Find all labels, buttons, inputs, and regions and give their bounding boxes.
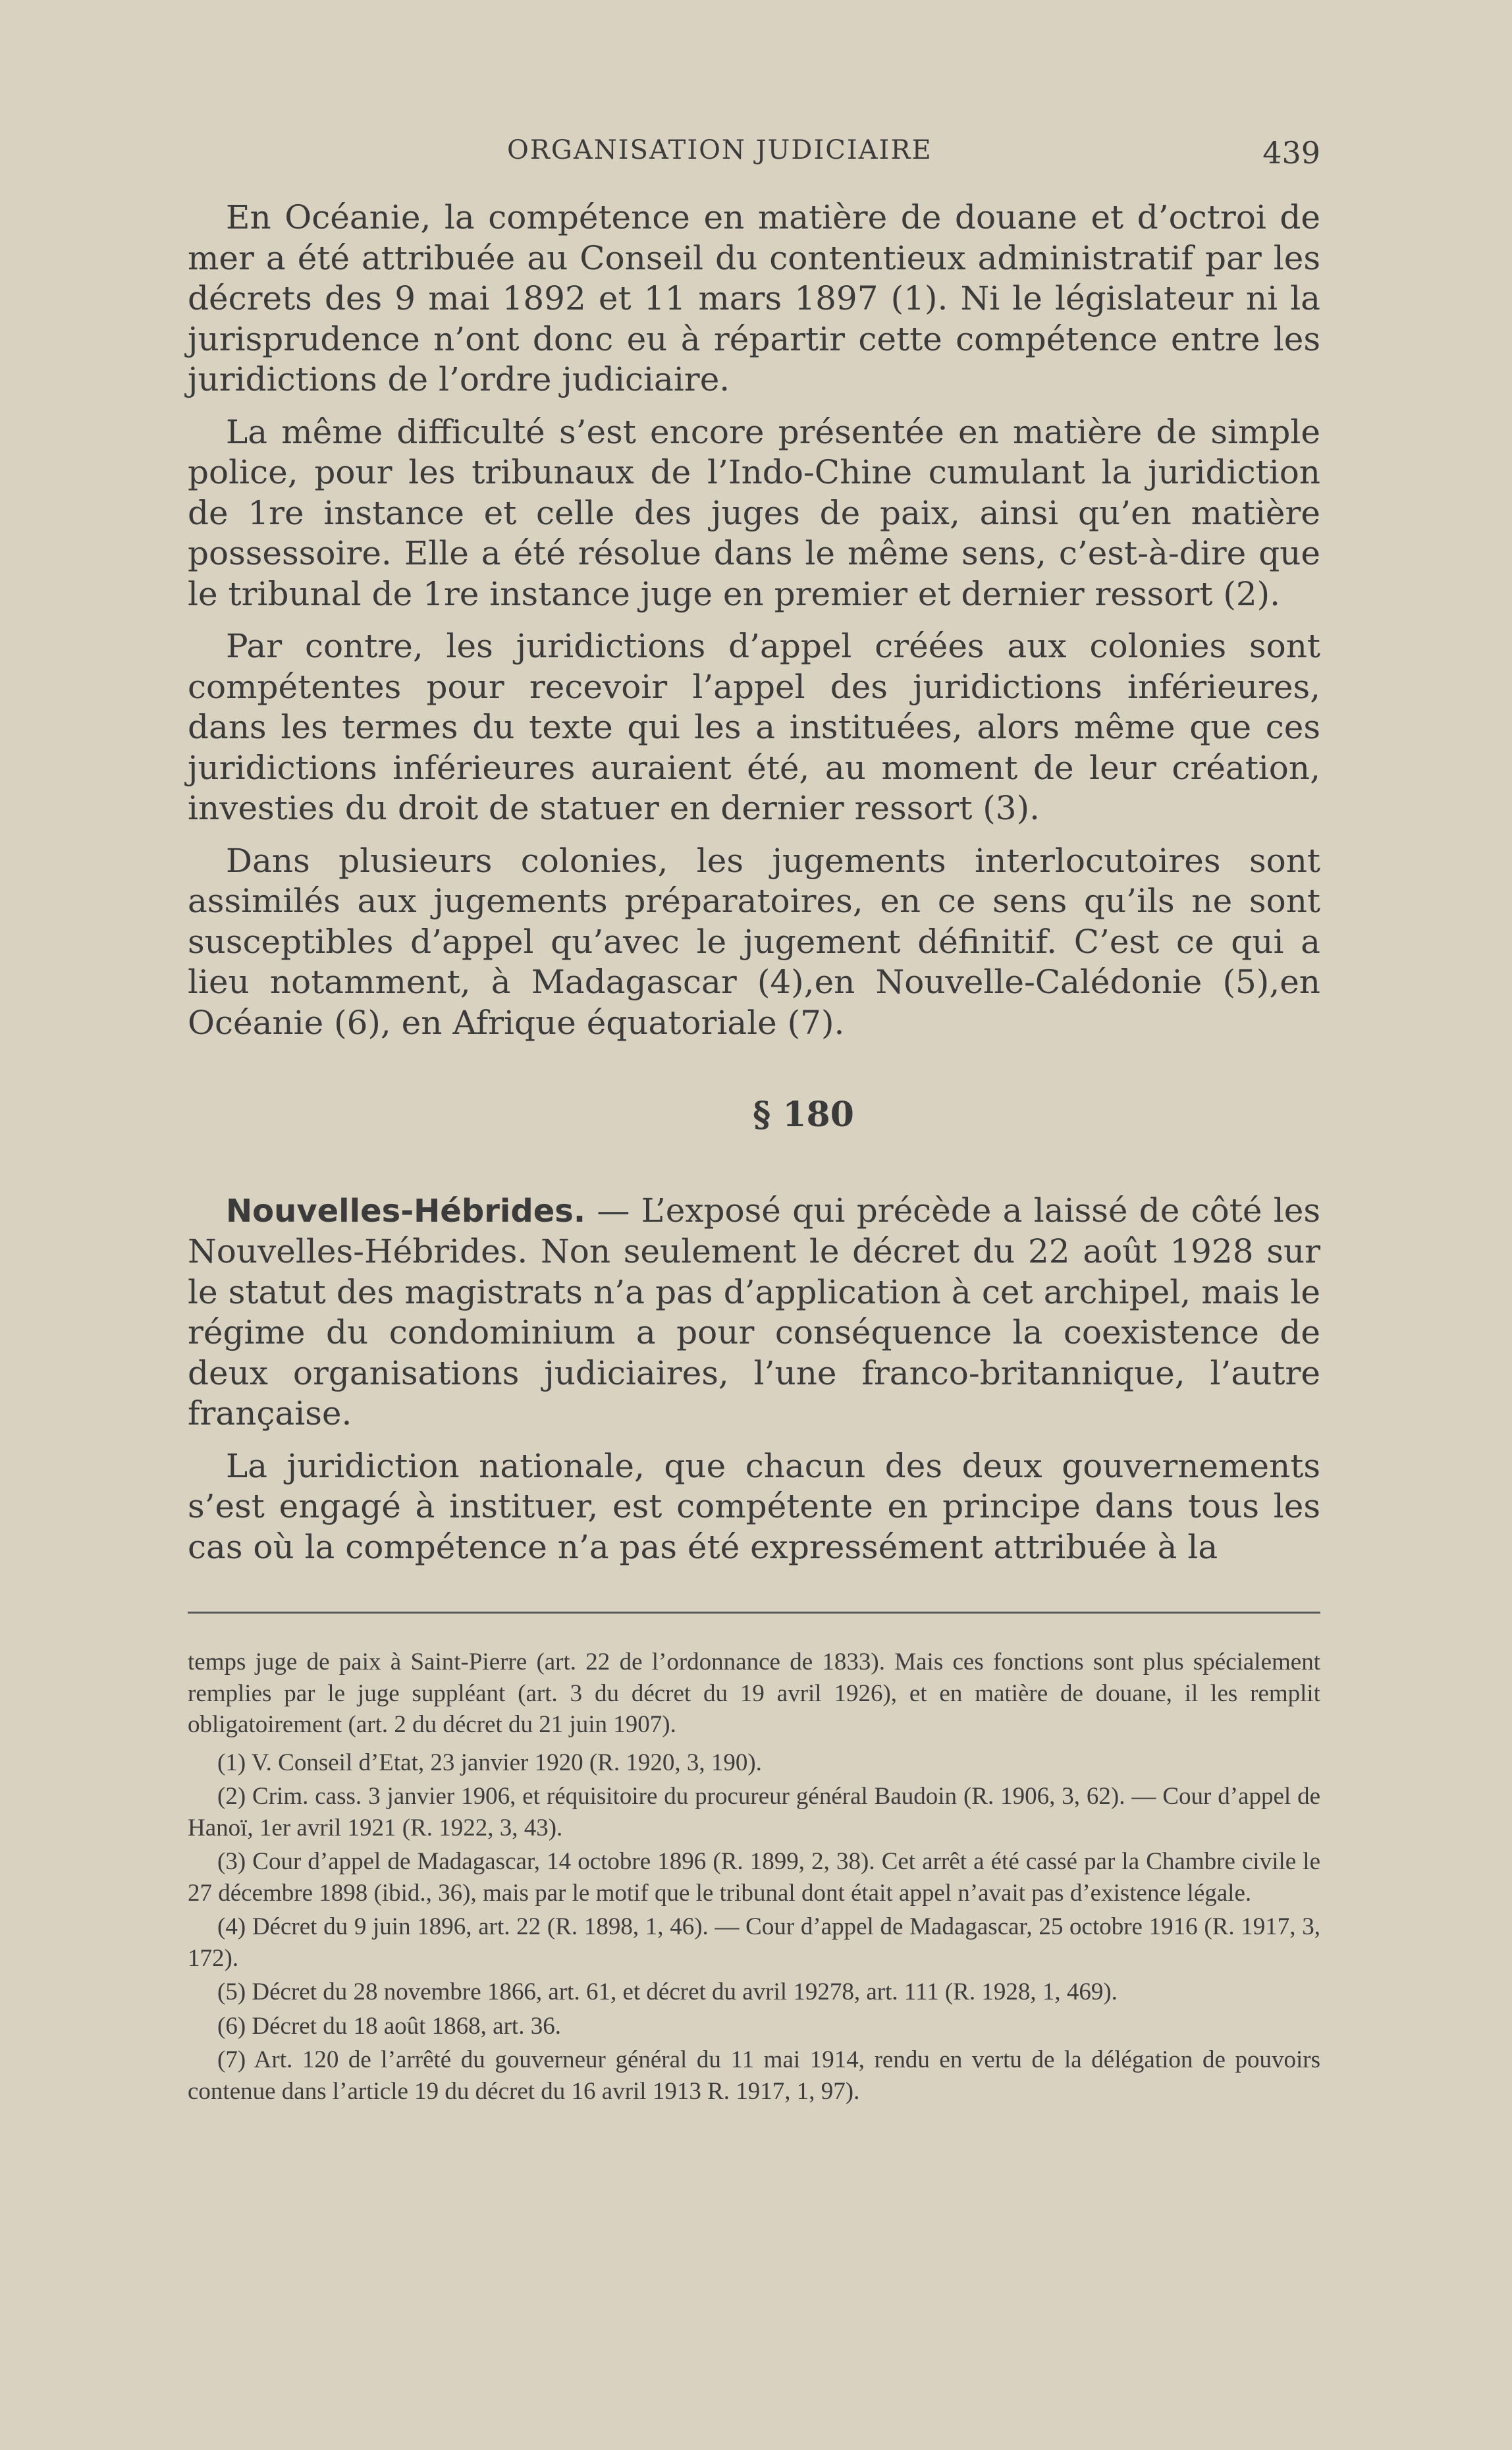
paragraph-body: — L’exposé qui précède a laissé de côté les Nouvelles-Hébrides. Non seulement le décret du 22 août 1928 sur le statut des magistrats n’a pas d’application à cet archipel, mais le régime du condominium a pour conséquence la coexistence de deux organisations judiciaires, l’une franco-britannique, l’autre française. [188, 1191, 1320, 1432]
footnote-4: (4) Décret du 9 juin 1896, art. 22 (R. 1898, 1, 46). — Cour d’appel de Madagascar, 25 octobre 1916 (R. 1917, 3, 172). [188, 1913, 1320, 1972]
page-number: 439 [1262, 135, 1320, 171]
paragraph-nouvelles-hebrides [188, 1191, 1320, 1434]
paragraph-simple-police: La même difficulté s’est encore présentée en matière de simple police, pour les tribunaux de l’Indo-Chine cumulant la juridiction de 1re instance et celle des juges de paix, ainsi qu’en matière possessoire. Elle a été résolue dans le même sens, c’est-à-dire que le tribunal de 1re instance juge en premier et dernier ressort (2). [188, 412, 1320, 613]
section-title: § 180 [753, 1095, 854, 1135]
footnotes [188, 1647, 1320, 2110]
footnote-5: (5) Décret du 28 novembre 1866, art. 61, et décret du avril 19278, art. 111 (R. 1928, 1, 469). [217, 1978, 1118, 2005]
footnote-divider [188, 1612, 1320, 1614]
paragraph-juridictions-appel: Par contre, les juridictions d’appel créées aux colonies sont compétentes pour recevoir l’appel des juridictions inférieures, dans les termes du texte qui les a instituées, alors même que ces juridictions inférieures auraient été, au moment de leur création, investies du droit de statuer en dernier ressort (3). [188, 627, 1320, 827]
footnote-3: (3) Cour d’appel de Madagascar, 14 octobre 1896 (R. 1899, 2, 38). Cet arrêt a été cassé par la Chambre civile le 27 décembre 1898 (ibid., 36), mais par le motif que le tribunal dont était appel n’avait pas d’existence légale. [188, 1848, 1320, 1907]
footnote-6: (6) Décret du 18 août 1868, art. 36. [217, 2012, 561, 2040]
paragraph-jugements-interlocutoires: Dans plusieurs colonies, les jugements interlocutoires sont assimilés aux jugements préparatoires, en ce sens qu’ils ne sont susceptibles d’appel qu’avec le jugement définitif. C’est ce qui a lieu notamment, à Madagascar (4),en Nouvelle-Calédonie (5),en Océanie (6), en Afrique équatoriale (7). [188, 841, 1320, 1042]
footnote-continuation: temps juge de paix à Saint-Pierre (art. 22 de l’ordonnance de 1833). Mais ces fonctions sont plus spécialement remplies par le juge suppléant (art. 3 du décret du 19 avril 1926), et en matière de douane, il les remplit obligatoirement (art. 2 du décret du 21 juin 1907). [188, 1648, 1320, 1738]
running-title: ORGANISATION JUDICIAIRE [507, 135, 932, 165]
footnote-2: (2) Crim. cass. 3 janvier 1906, et réquisitoire du procureur général Baudoin (R. 1906, 3, 62). — Cour d’appel de Hanoï, 1er avril 1921 (R. 1922, 3, 43). [188, 1783, 1320, 1841]
footnote-1: (1) V. Conseil d’Etat, 23 janvier 1920 (R. 1920, 3, 190). [217, 1749, 762, 1776]
main-text [188, 198, 1320, 1579]
paragraph-oceanie: En Océanie, la compétence en matière de douane et d’octroi de mer a été attribuée au Conseil du contentieux administratif par les décrets des 9 mai 1892 et 11 mars 1897 (1). Ni le législateur ni la jurisprudence n’ont donc eu à répartir cette compétence entre les juridictions de l’ordre judiciaire. [188, 198, 1320, 398]
page-header [188, 135, 1320, 175]
footnote-7: (7) Art. 120 de l’arrêté du gouverneur général du 11 mai 1914, rendu en vertu de la délégation de pouvoirs contenue dans l’article 19 du décret du 16 avril 1913 R. 1917, 1, 97). [188, 2046, 1320, 2105]
paragraph-lead-in: Nouvelles-Hébrides. [226, 1192, 586, 1230]
paragraph-juridiction-nationale: La juridiction nationale, que chacun des deux gouvernements s’est engagé à instituer, est compétente en principe dans tous les cas où la compétence n’a pas été expressément attribuée à la [188, 1446, 1320, 1566]
